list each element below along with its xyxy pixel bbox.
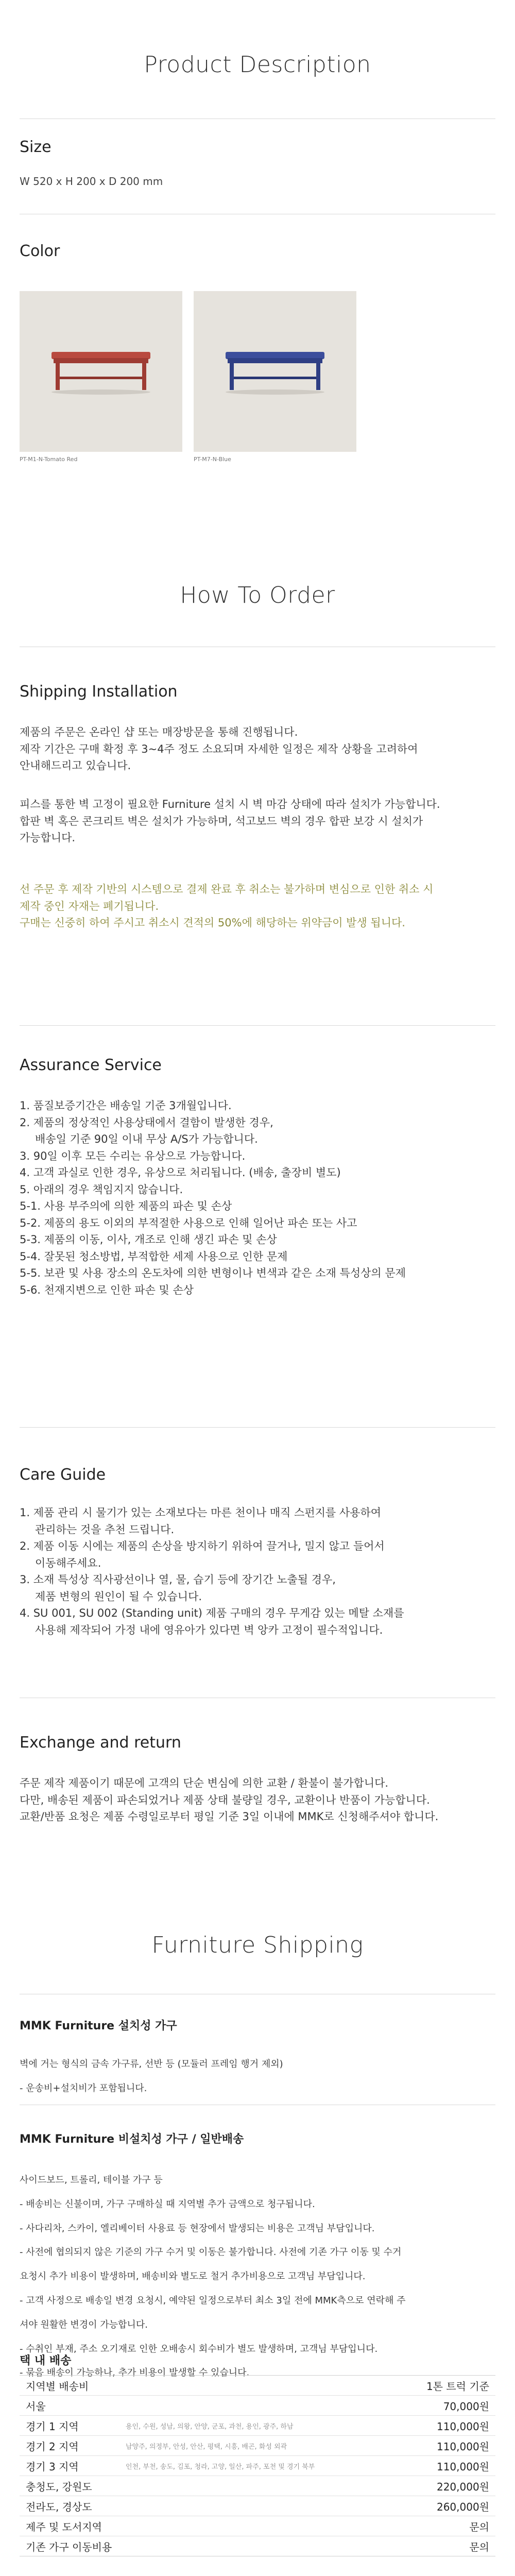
price-cell: 문의 (348, 2516, 495, 2536)
price-cell: 70,000원 (348, 2396, 495, 2416)
bench-image-blue (194, 291, 356, 452)
text-line: - 고객 사정으로 배송일 변경 요청시, 예약된 일정으로부터 최소 3일 전에 MMK측으로 연락해 주 (20, 2295, 406, 2306)
table-header-row (20, 2376, 495, 2396)
list-item: 4. 고객 과실로 인한 경우, 유상으로 처리됩니다. (배송, 출장비 별도) (20, 1166, 341, 1179)
region-cell: 서울 (20, 2396, 119, 2416)
product-description-title: Product Description (144, 52, 371, 78)
region-cell: 충청도, 강원도 (20, 2476, 119, 2496)
swatch-caption: PT-M7-N-Blue (194, 456, 231, 463)
region-cell: 전라도, 경상도 (20, 2496, 119, 2516)
color-heading: Color (20, 242, 60, 260)
list-item: 1. 제품 관리 시 물기가 있는 소재보다는 마른 천이나 매직 스펀지를 사용하여 (20, 1506, 382, 1519)
text-line: - 배송비는 신불이며, 가구 구매하실 때 지역별 추가 금액으로 청구됩니다. (20, 2198, 315, 2210)
size-value: W 520 x H 200 x D 200 mm (20, 175, 163, 188)
price-cell: 260,000원 (348, 2496, 495, 2516)
list-item: 5-6. 천재지변으로 인한 파손 및 손상 (20, 1284, 194, 1297)
how-to-order-title: How To Order (180, 582, 335, 608)
region-cell: 경기 1 지역 (20, 2416, 119, 2436)
header-cell: 1톤 트럭 기준 (348, 2376, 495, 2396)
table-row (20, 2436, 495, 2456)
region-cell: 경기 3 지역 (20, 2456, 119, 2476)
list-item: 5-4. 잘못된 청소방법, 부적합한 세제 사용으로 인한 문제 (20, 1250, 288, 1263)
table-row (20, 2416, 495, 2436)
assurance-service-heading: Assurance Service (20, 1056, 162, 1074)
areas-cell: 남양주, 의정부, 안성, 안산, 평택, 시흥, 배곤, 화성 외곽 (119, 2436, 348, 2456)
table-row (20, 2456, 495, 2476)
care-guide-heading: Care Guide (20, 1466, 106, 1484)
table-row (20, 2536, 495, 2556)
list-item: 5-2. 제품의 용도 이외의 부적절한 사용으로 인해 일어난 파손 또는 사고 (20, 1216, 357, 1229)
region-cell: 기존 가구 이동비용 (20, 2536, 119, 2556)
list-item: 5-5. 보관 및 사용 장소의 온도차에 의한 변형이나 변색과 같은 소재 특성상의 문제 (20, 1267, 406, 1280)
text-line: - 사다리차, 스카이, 엘리베이터 사용료 등 현장에서 발생되는 비용은 고객님 부담입니다. (20, 2223, 375, 2234)
text-line: - 묶음 배송이 가능하나, 추가 비용이 발생할 수 있습니다. (20, 2367, 250, 2379)
table-row (20, 2496, 495, 2516)
shipping-installation-heading: Shipping Installation (20, 683, 178, 701)
areas-cell: 용인, 수원, 성남, 의왕, 안양, 군포, 과천, 용인, 광주, 하남 (119, 2416, 348, 2436)
region-cell: 제주 및 도서지역 (20, 2516, 119, 2536)
general-delivery-heading: MMK Furniture 비설치성 가구 / 일반배송 (20, 2133, 244, 2146)
list-item: 3. 90일 이후 모든 수리는 유상으로 가능합니다. (20, 1149, 246, 1162)
list-item: 2. 제품 이동 시에는 제품의 손상을 방지하기 위하여 끌거나, 밀지 않고 들어서 (20, 1540, 385, 1553)
shipping-paragraph-2: 피스를 통한 벽 고정이 필요한 Furniture 설치 시 벽 마감 상태에 따라 설치가 가능합니다. 합판 벽 혹은 콘크리트 벽은 설치가 가능하며, 석고보드 벽의 경우 합판 보강 시 설치가 가능합니다. (20, 798, 440, 844)
list-item: 5-1. 사용 부주의에 의한 제품의 파손 및 손상 (20, 1200, 232, 1213)
price-cell: 문의 (348, 2536, 495, 2556)
list-item: 사용해 제작되어 가정 내에 영유아가 있다면 벽 앙카 고정이 필수적입니다. (35, 1623, 383, 1636)
areas-cell (119, 2536, 348, 2556)
swatch-blue[interactable] (194, 291, 356, 452)
shipping-paragraph-3: 선 주문 후 제작 기반의 시스템으로 결제 완료 후 취소는 불가하며 변심으로 인한 취소 시 제작 중인 자재는 폐기됩니다. 구매는 신중히 하여 주시고 취소시 견적의 50%에 해당하는 위약금이 발생 됩니다. (20, 883, 434, 929)
list-item: 관리하는 것을 추천 드립니다. (35, 1523, 175, 1536)
exchange-return-text: 주문 제작 제품이기 때문에 고객의 단순 변심에 의한 교환 / 환불이 불가합니다. 다만, 배송된 제품이 파손되었거나 제품 상태 불량일 경우, 교환이나 반품이 가능합니다. 교환/반품 요청은 제품 수령일로부터 평일 기준 3일 이내에 MMK로 신청해주셔야 합니다. (20, 1777, 439, 1823)
bench-image-red (20, 291, 182, 452)
install-furniture-text: 벽에 거는 형식의 금속 가구류, 선반 등 (모듈러 프레임 행거 제외) - 운송비+설치비가 포함됩니다. (20, 2059, 283, 2094)
areas-cell (119, 2476, 348, 2496)
divider (20, 118, 495, 119)
price-cell: 110,000원 (348, 2416, 495, 2436)
price-cell: 110,000원 (348, 2456, 495, 2476)
areas-cell (119, 2516, 348, 2536)
areas-cell (119, 2396, 348, 2416)
text-line: - 수취인 부재, 주소 오기재로 인한 오배송시 회수비가 별도 발생하며, 고객님 부담입니다. (20, 2343, 378, 2354)
list-item: 2. 제품의 정상적인 사용상태에서 결함이 발생한 경우, (20, 1116, 273, 1129)
delivery-price-table (20, 2375, 495, 2556)
areas-cell (119, 2496, 348, 2516)
region-cell: 경기 2 지역 (20, 2436, 119, 2456)
list-item: 1. 품질보증기간은 배송일 기준 3개월입니다. (20, 1099, 232, 1112)
areas-cell: 인천, 부천, 송도, 김포, 청라, 고양, 일산, 파주, 포천 및 경기 북부 (119, 2456, 348, 2476)
price-cell: 220,000원 (348, 2476, 495, 2496)
swatch-tomato-red[interactable] (20, 291, 182, 452)
list-item: 이동해주세요. (35, 1556, 101, 1569)
text-line: 사이드보드, 트롤리, 테이블 가구 등 (20, 2175, 163, 2185)
list-item: 3. 소재 특성상 직사광선이나 열, 물, 습기 등에 장기간 노출될 경우, (20, 1573, 336, 1586)
header-cell: 지역별 배송비 (20, 2376, 348, 2396)
list-item: 5-3. 제품의 이동, 이사, 개조로 인해 생긴 파손 및 손상 (20, 1233, 277, 1246)
list-item: 제품 변형의 원인이 될 수 있습니다. (35, 1590, 202, 1603)
list-item: 배송일 기준 90일 이내 무상 A/S가 가능합니다. (35, 1133, 258, 1146)
furniture-shipping-title: Furniture Shipping (151, 1932, 364, 1958)
text-line: - 사전에 협의되지 않은 기준의 가구 수거 및 이동은 불가합니다. 사전에 기존 가구 이동 및 수거 (20, 2247, 402, 2258)
text-line: 셔야 원활한 변경이 가능합니다. (20, 2319, 148, 2330)
exchange-return-heading: Exchange and return (20, 1734, 181, 1752)
divider (20, 1427, 495, 1428)
shipping-paragraph-1: 제품의 주문은 온라인 샵 또는 매장방문을 통해 진행됩니다. 제작 기간은 구매 확정 후 3~4주 정도 소요되며 자세한 일정은 제작 상황을 고려하여 안내해드리고 있습니다. (20, 726, 418, 772)
swatch-caption: PT-M1-N-Tomato Red (20, 456, 78, 463)
table-row (20, 2476, 495, 2496)
assurance-list (20, 1097, 495, 1299)
install-furniture-heading: MMK Furniture 설치성 가구 (20, 2020, 177, 2032)
list-item: 5. 아래의 경우 책임지지 않습니다. (20, 1183, 183, 1196)
price-cell: 110,000원 (348, 2436, 495, 2456)
table-row (20, 2516, 495, 2536)
table1-title: 택 내 배송 (20, 2354, 72, 2367)
divider (20, 1025, 495, 1026)
care-list (20, 1504, 495, 1638)
text-line: 요청시 추가 비용이 발생하며, 배송비와 별도로 철거 추가비용으로 고객님 부담입니다. (20, 2271, 366, 2282)
list-item: 4. SU 001, SU 002 (Standing unit) 제품 구매의 경우 무게감 있는 메탈 소재를 (20, 1607, 404, 1620)
table-row (20, 2396, 495, 2416)
size-heading: Size (20, 138, 52, 156)
